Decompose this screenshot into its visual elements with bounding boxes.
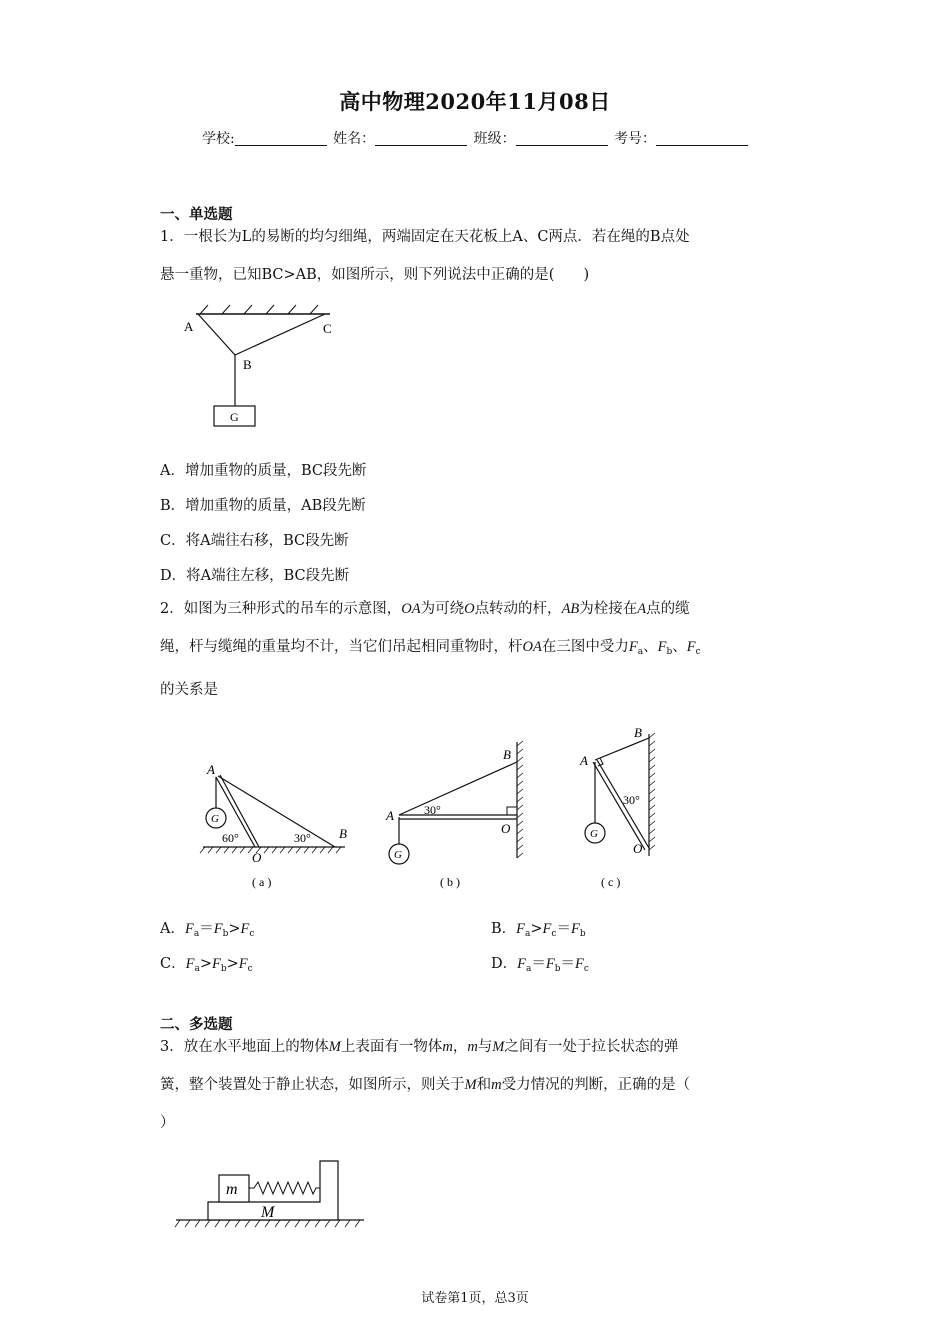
q2-line-3: 的关系是 bbox=[160, 682, 218, 698]
q1-label-g: G bbox=[230, 410, 239, 424]
svg-text:30°: 30° bbox=[424, 803, 441, 817]
q1-label-b: B bbox=[243, 357, 252, 372]
q1-label-a: A bbox=[184, 319, 194, 334]
q1-option-c: C．将A端往右移，BC段先断 bbox=[160, 533, 349, 549]
q1-option-a: A．增加重物的质量，BC段先断 bbox=[160, 463, 367, 479]
q3-line-2: 簧，整个装置处于静止状态，如图所示，则关于M和m受力情况的判断，正确的是（ bbox=[160, 1077, 691, 1093]
svg-text:G: G bbox=[394, 849, 402, 861]
exam-number-blank bbox=[656, 131, 748, 146]
q2-line-1: 2．如图为三种形式的吊车的示意图，OA为可绕O点转动的杆，AB为栓接在A点的缆 bbox=[160, 601, 690, 617]
svg-text:B: B bbox=[339, 826, 347, 841]
q2-option-c: C．$F_a>F_b>F_c$ bbox=[160, 956, 253, 974]
question-1-text bbox=[160, 218, 800, 294]
page-footer: 试卷第1页，总3页 bbox=[421, 1291, 529, 1306]
q2-line-2: 绳，杆与缆绳的重量均不计，当它们吊起相同重物时，杆OA在三图中受力$F_a$、$F_b$、$F_c$ bbox=[160, 639, 701, 657]
svg-text:( a ): ( a ) bbox=[252, 875, 272, 889]
svg-text:A: A bbox=[580, 753, 588, 768]
name-blank bbox=[375, 131, 467, 146]
q2-option-b: B．$F_a>F_c=F_b$ bbox=[491, 921, 586, 939]
exam-number-label: 考号： bbox=[614, 131, 657, 147]
question-2-text bbox=[160, 590, 800, 709]
q3-line-3: ） bbox=[160, 1115, 175, 1131]
svg-text:m: m bbox=[226, 1181, 238, 1198]
q2-option-d: D．$F_a=F_b=F_c$ bbox=[491, 956, 589, 974]
svg-text:O: O bbox=[501, 821, 511, 836]
q1-option-d: D．将A端往左移，BC段先断 bbox=[160, 568, 350, 584]
question-3-text bbox=[160, 1028, 800, 1142]
q1-figure bbox=[170, 300, 360, 432]
svg-text:G: G bbox=[211, 813, 219, 825]
svg-text:A: A bbox=[386, 808, 394, 823]
svg-text:O: O bbox=[633, 841, 643, 856]
svg-text:O: O bbox=[252, 850, 262, 865]
svg-text:60°: 60° bbox=[222, 831, 239, 845]
svg-text:( c ): ( c ) bbox=[601, 875, 621, 889]
section-heading-multi: 二、多选题 bbox=[160, 1016, 233, 1033]
svg-text:M: M bbox=[261, 1204, 275, 1221]
svg-text:B: B bbox=[634, 725, 642, 740]
class-label: 班级： bbox=[473, 131, 516, 147]
school-blank bbox=[235, 131, 327, 146]
q1-line-2: 悬一重物，已知BC>AB，如图所示，则下列说法中正确的是( ) bbox=[160, 267, 590, 283]
svg-text:A: A bbox=[207, 762, 215, 777]
name-label: 姓名： bbox=[333, 131, 376, 147]
q2-figure-b bbox=[385, 741, 523, 889]
q2-figure-a bbox=[200, 762, 347, 889]
svg-text:30°: 30° bbox=[623, 793, 640, 807]
q2-figure-c bbox=[579, 725, 655, 889]
page-title: 高中物理2020年11月08日 bbox=[339, 89, 611, 114]
q1-option-b: B．增加重物的质量，AB段先断 bbox=[160, 498, 366, 514]
svg-text:( b ): ( b ) bbox=[440, 875, 460, 889]
q1-label-c: C bbox=[323, 321, 332, 336]
svg-text:30°: 30° bbox=[294, 831, 311, 845]
school-label: 学校: bbox=[201, 131, 235, 147]
q2-figure bbox=[195, 720, 675, 895]
class-blank bbox=[516, 131, 608, 146]
svg-text:B: B bbox=[503, 747, 511, 762]
q2-option-a: A．$F_a=F_b>F_c$ bbox=[160, 921, 255, 939]
section-heading-single: 一、单选题 bbox=[160, 206, 233, 223]
q3-line-1: 3．放在水平地面上的物体M上表面有一物体m，m与M之间有一处于拉长状态的弹 bbox=[160, 1039, 679, 1055]
q3-figure bbox=[172, 1155, 372, 1235]
q1-line-1: 1．一根长为L的易断的均匀细绳，两端固定在天花板上A、C两点．若在绳的B点处 bbox=[160, 229, 690, 245]
svg-text:G: G bbox=[590, 828, 598, 840]
student-info-line bbox=[0, 128, 950, 148]
